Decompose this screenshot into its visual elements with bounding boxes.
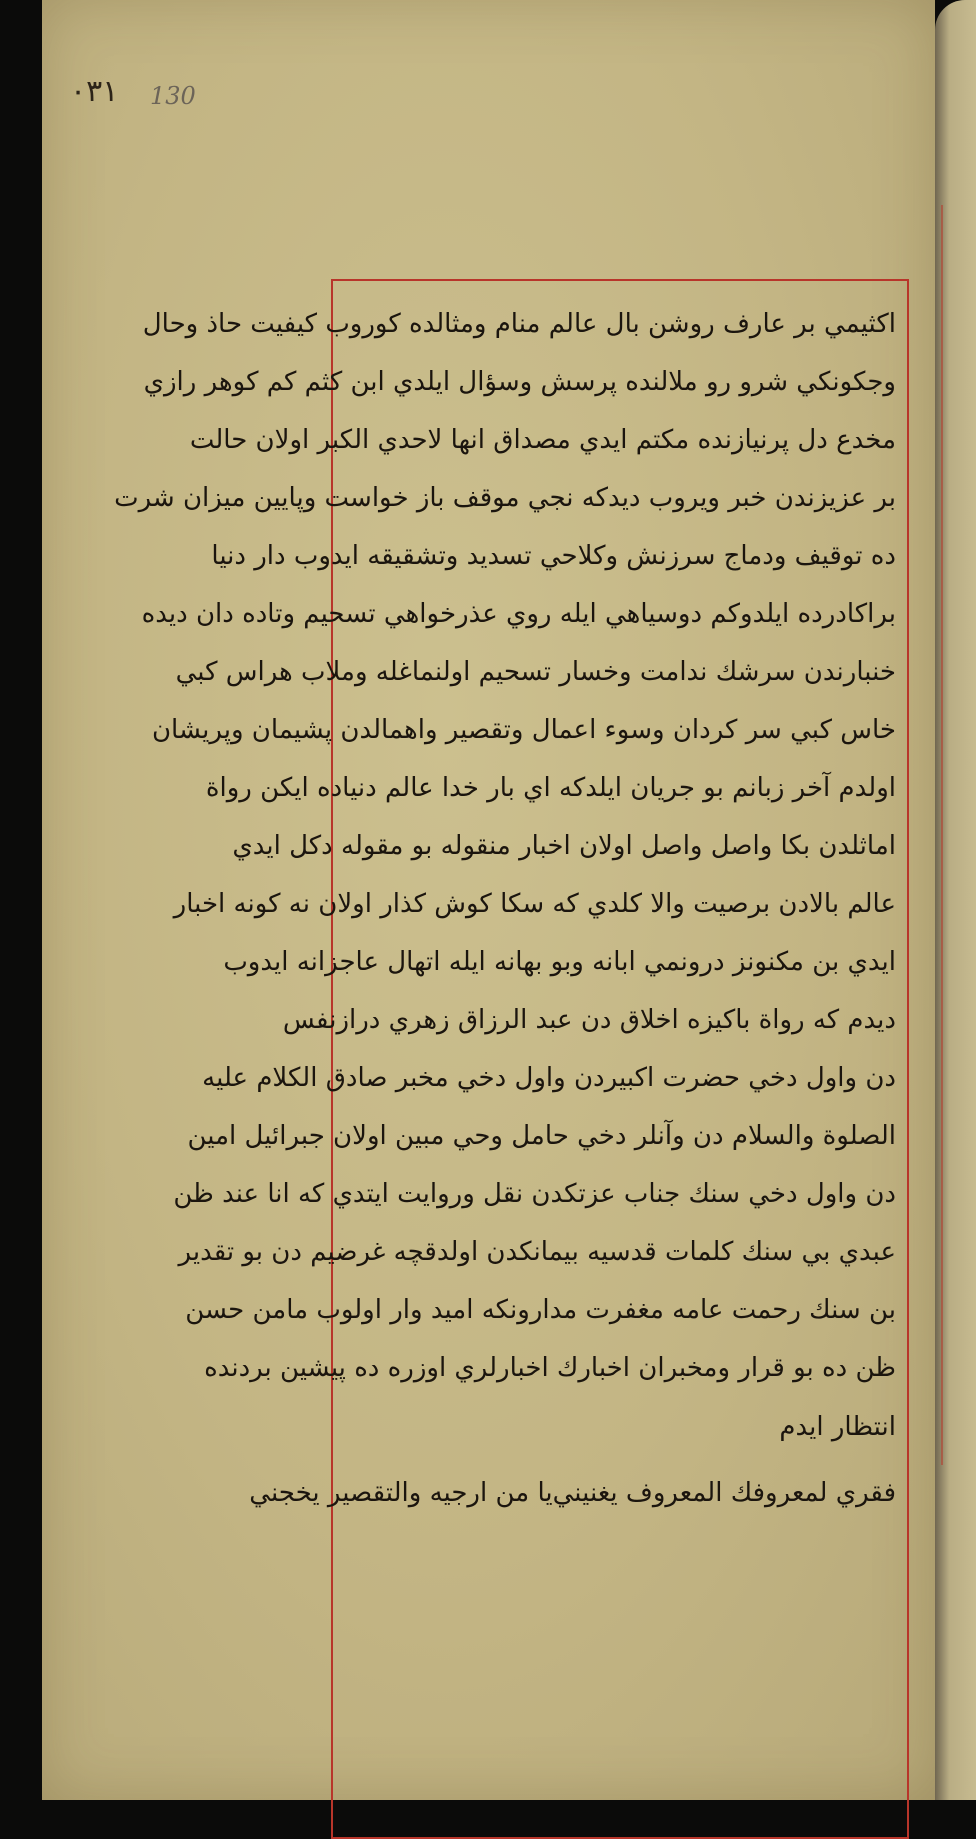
- verse-hemistich-right: فقري لمعروفك المعروف يغنيني: [552, 1478, 896, 1508]
- text-line: اماثلدن بكا واصل واصل اولان اخبار منقوله بو مقوله دكل ايدي: [232, 831, 896, 861]
- text-line: وجكونكي شرو رو ملالنده پرسش وسؤال ايلدي ابن كثم كم كوهر رازي: [143, 367, 896, 397]
- verse-hemistich-left: يا من ارجيه والتقصير يخجني: [249, 1478, 553, 1508]
- text-line: مخدع دل پرنيازنده مكتم ايدي مصداق انها لاحدي الكبر اولان حالت: [189, 425, 896, 455]
- text-line: اكثيمي بر عارف روشن بال عالم منام ومثالده كوروب كيفيت حاذ وحال: [142, 309, 896, 339]
- text-line: عبدي بي سنك كلمات قدسيه بيمانكدن اولدقچه غرضيم دن بو تقدير: [178, 1237, 896, 1267]
- text-line: ده توقيف ودماج سرزنش وكلاحي تسديد وتشقيقه ايدوب دار دنيا: [211, 541, 896, 571]
- text-line: براكادرده ايلدوكم دوسياهي ايله روي عذرخواهي تسحيم وتاده دان ديده: [141, 599, 896, 629]
- text-line: اولدم آخر زبانم بو جريان ايلدكه اي بار خدا عالم دنياده ايكن رواة: [205, 773, 896, 803]
- text-line-final: انتظار ايدم: [779, 1412, 896, 1442]
- text-line: خنبارندن سرشك ندامت وخسار تسحيم اولنماغله وملاب هراس كبي: [175, 657, 896, 687]
- text-line: دن واول دخي حضرت اكبيردن واول دخي مخبر صادق الكلام عليه: [202, 1063, 896, 1093]
- text-line: ايدي بن مكنونز درونمي ابانه وبو بهانه ايله اتهال عاجزانه ايدوب: [223, 947, 896, 977]
- verse-couplet: [249, 1463, 896, 1523]
- text-line: دن واول دخي سنك جناب عزتكدن نقل وروايت ايتدي كه انا عند ظن: [173, 1179, 896, 1209]
- text-line: بن سنك رحمت عامه مغفرت مدارونكه اميد وار اولوب مامن حسن: [185, 1295, 896, 1325]
- adjacent-page-edge: [935, 0, 976, 1800]
- text-line: الصلوة والسلام دن وآنلر دخي حامل وحي مبين اولان جبرائيل امين: [187, 1121, 896, 1151]
- text-line: ظن ده بو قرار ومخبران اخبارك اخبارلري اوزره ده پيشين بردنده: [204, 1353, 896, 1383]
- pencil-folio-number: 130: [150, 82, 196, 110]
- folio-number: ١٣٠: [70, 74, 119, 109]
- text-line: ديدم كه رواة باكيزه اخلاق دن عبد الرزاق زهري درازنفس: [282, 1005, 896, 1035]
- text-line: خاس كبي سر كردان وسوء اعمال وتقصير واهمالدن پشيمان وپريشان: [151, 715, 896, 745]
- text-line: بر عزيزندن خبر ويروب ديدكه نجي موقف باز خواست وپايين ميزان شرت: [114, 483, 896, 513]
- text-line: عالم بالادن برصيت والا كلدي كه سكا كوش كذار اولان نه كونه اخبار: [173, 889, 896, 919]
- manuscript-text-block: [114, 295, 896, 1523]
